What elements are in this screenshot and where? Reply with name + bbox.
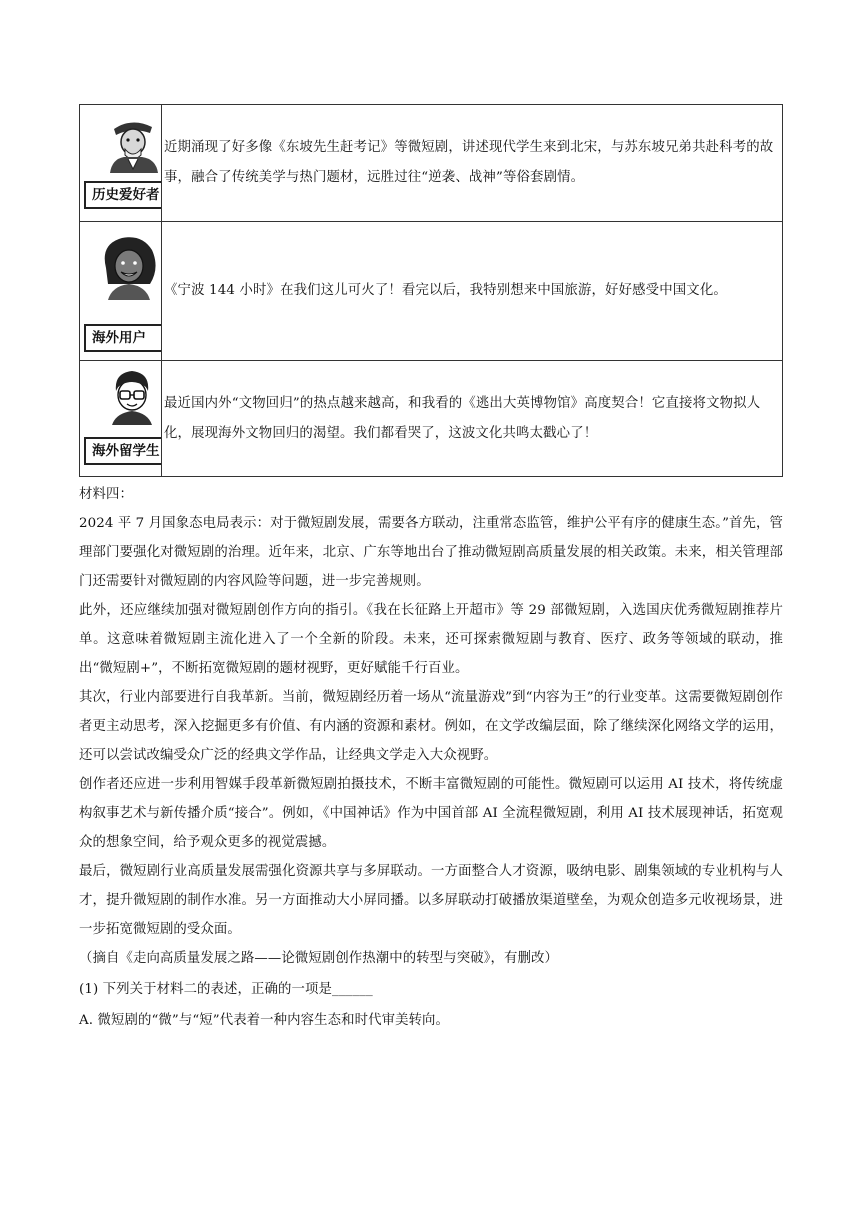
material-four-section [79, 480, 783, 1035]
comment-text [162, 222, 782, 360]
comment-row [80, 222, 782, 361]
elderly-man-portrait-icon [104, 115, 160, 173]
woman-portrait-icon [98, 234, 160, 300]
comment-body: 近期涌现了好多像《东坡先生赶考记》等微短剧，讲述现代学生来到北宋，与苏东坡兄弟共赴科考的故事，融合了传统美学与热门题材，远胜过往“逆袭、战神”等俗套剧情。 [164, 140, 774, 185]
commenter-label: 海外留学生 [84, 437, 162, 465]
paragraph: 此外，还应继续加强对微短剧创作方向的指引。《我在长征路上开超市》等 29 部微短剧，入选国庆优秀微短剧推荐片单。这意味着微短剧主流化进入了一个全新的阶段。未来，还可探索微短剧与教育、医疗、政务等领域的联动，推出“微短剧+”，不断拓宽微短剧的题材视野，更好赋能千行百业。 [79, 603, 783, 676]
comment-table [79, 104, 783, 477]
source-note: （摘自《走向高质量发展之路——论微短剧创作热潮中的转型与突破》，有删改） [79, 951, 558, 966]
comment-body: 《宁波 144 小时》在我们这儿可火了！看完以后，我特别想来中国旅游，好好感受中国文化。 [164, 283, 727, 298]
avatar-cell [80, 361, 162, 476]
paragraph: 2024 平 7 月国象态电局表示：对于微短剧发展，需要各方联动，注重常态监管，维护公平有序的健康生态。”首先，管理部门要强化对微短剧的治理。近年来，北京、广东等地出台了推动微短剧高质量发展的相关政策。未来，相关管理部门还需要针对微短剧的内容风险等问题，进一步完善规则。 [79, 516, 783, 589]
student-with-glasses-portrait-icon [104, 367, 160, 425]
section-heading: 材料四： [79, 487, 133, 502]
question: (1) 下列关于材料二的表述，正确的一项是______ [79, 982, 373, 997]
comment-row [80, 105, 782, 222]
comment-body: 最近国内外“文物回归”的热点越来越高，和我看的《逃出大英博物馆》高度契合！它直接将文物拟人化，展现海外文物回归的渴望。我们都看哭了，这波文化共鸣太戳心了！ [164, 395, 761, 441]
commenter-label: 历史爱好者 [84, 181, 162, 209]
avatar-cell [80, 222, 162, 360]
paragraph: 其次，行业内部要进行自我革新。当前，微短剧经历着一场从“流量游戏”到“内容为王”的行业变革。这需要微短剧创作者更主动思考，深入挖掘更多有价值、有内涵的资源和素材。例如，在文学改编层面，除了继续深化网络文学的运用，还可以尝试改编受众广泛的经典文学作品，让经典文学走入大众视野。 [79, 690, 783, 763]
avatar-cell [80, 105, 162, 221]
option-a: A. 微短剧的“微”与“短”代表着一种内容生态和时代审美转向。 [79, 1013, 450, 1028]
paragraph: 最后，微短剧行业高质量发展需强化资源共享与多屏联动。一方面整合人才资源，吸纳电影、剧集领域的专业机构与人才，提升微短剧的制作水准。另一方面推动大小屏同播。以多屏联动打破播放渠道壁垒，为观众创造多元收视场景，进一步拓宽微短剧的受众面。 [79, 864, 783, 937]
comment-row [80, 361, 782, 476]
paragraph: 创作者还应进一步利用智媒手段革新微短剧拍摄技术，不断丰富微短剧的可能性。微短剧可以运用 AI 技术，将传统虚构叙事艺术与新传播介质“接合”。例如，《中国神话》作为中国首部 AI 全流程微短剧，利用 AI 技术展现神话，拓宽观众的想象空间，给予观众更多的视觉震撼。 [79, 777, 783, 850]
commenter-label: 海外用户 [84, 324, 162, 352]
comment-text [162, 105, 782, 221]
comment-text [162, 361, 782, 476]
